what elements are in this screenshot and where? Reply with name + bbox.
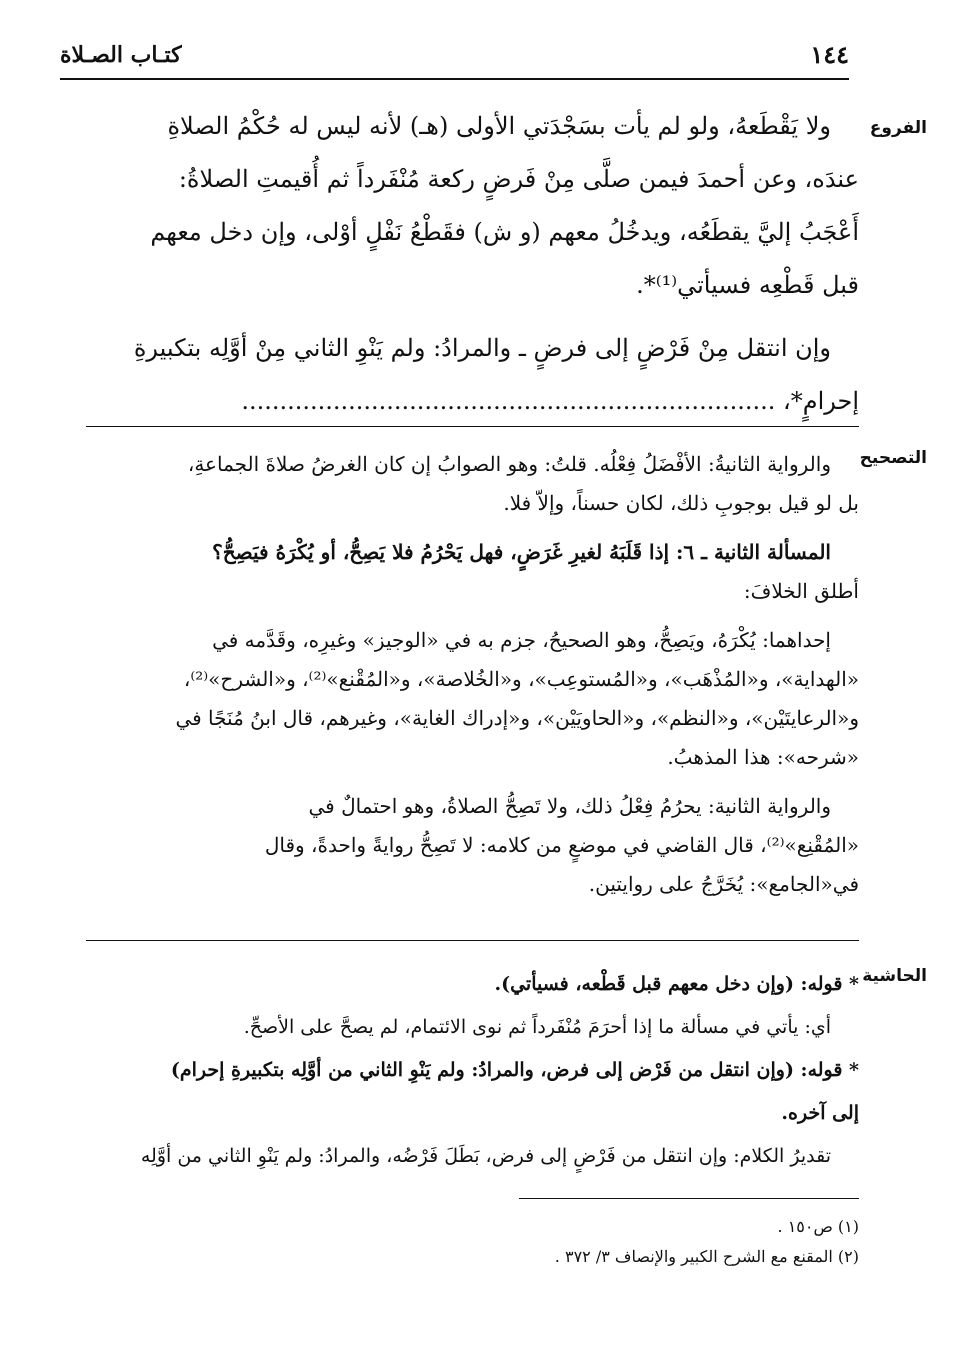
tashih-paragraph-2 <box>86 533 859 611</box>
text-line: والرواية الثانيةُ: الأفْضَلُ فِعْلُه. قلتُ: وهو الصوابُ إن كان الغرضُ صلاةَ الجماعةِ، <box>187 452 831 476</box>
text-line: «شرحه»: هذا المذهبُ. <box>667 745 859 769</box>
text-line: وإن انتقل مِنْ فَرْضٍ إلى فرضٍ ـ والمرادُ: ولم يَنْوِ الثاني مِنْ أوَّلِه بتكبيرةِ <box>133 334 831 362</box>
tashih-paragraph-3 <box>86 621 859 777</box>
footnote-divider <box>519 1198 859 1199</box>
section-label-tashih: التصحيح <box>859 448 927 468</box>
footnote: (٢) المقنع مع الشرح الكبير والإنصاف ٣/ ٣٧٢ . <box>554 1247 859 1266</box>
book-title: كتـاب الصـلاة <box>60 42 182 68</box>
text-line: إحرامٍ*، ...................................................................... <box>241 387 859 415</box>
tashih-paragraph-4 <box>86 787 859 904</box>
text-line: أطلق الخلافَ: <box>743 579 859 603</box>
text-line: «الهداية»، و«المُذْهَب»، و«المُستوعِب»، و«الخُلاصة»، و«المُقْنع»⁽²⁾، و«الشرح»⁽²⁾، <box>183 667 859 691</box>
section-label-furu: الفروع <box>869 118 927 138</box>
tashih-paragraph-1 <box>86 445 859 523</box>
text-line: و«الرعايتَيْن»، و«النظم»، و«الحاويَيْن»، و«إدراك الغاية»، وغيرهم، قال ابنُ مُنَجًا في <box>175 706 859 730</box>
text-line: في«الجامع»: يُخَرَّجُ على روايتين. <box>588 872 859 896</box>
text-line: إحداهما: يُكْرَهُ، ويَصِحُّ، وهو الصحيحُ، جزم به في «الوجيز» وغيرِه، وقَدَّمه في <box>212 628 831 652</box>
furu-paragraph-1 <box>86 100 859 312</box>
footnotes <box>86 1212 859 1272</box>
furu-section <box>86 100 859 438</box>
hashiya-explanation: تقديرُ الكلام: وإن انتقل من فَرْضٍ إلى فرض، بَطَلَ فَرْضُه، والمرادُ: ولم يَنْوِ الثاني من أوَّلِه <box>140 1145 831 1167</box>
page-number: ١٤٤ <box>810 40 849 69</box>
text-line: ولا يَقْطَعهُ، ولو لم يأت بسَجْدَتي الأولى (هـ) لأنه ليس له حُكْمُ الصلاةِ <box>167 112 831 140</box>
hashiya-explanation: أي: يأتي في مسألة ما إذا أحرَمَ مُنْفَرداً ثم نوى الائتمام، لم يصحَّ على الأصحِّ. <box>243 1016 831 1038</box>
section-divider <box>86 426 859 427</box>
section-divider <box>86 940 859 941</box>
text-line: عندَه، وعن أحمدَ فيمن صلَّى مِنْ فَرضٍ ركعة مُنْفَرداً ثم أُقيمتِ الصلاةُ: <box>178 165 859 193</box>
tashih-section <box>86 445 859 914</box>
footnote: (١) ص١٥٠ . <box>777 1217 859 1236</box>
page-header <box>60 36 849 80</box>
text-line: قبل قَطْعِه فسيأتي⁽¹⁾*. <box>636 271 859 299</box>
hashiya-quote: إلى آخره. <box>781 1102 859 1124</box>
text-line: أَعْجَبُ إليَّ يقطَعُه، ويدخُلُ معهم (و ش) فقَطْعُ نَفْلٍ أوْلى، وإن دخل معهم <box>150 218 859 246</box>
hashiya-quote: * قوله: (وإن دخل معهم قبل قَطْعه، فسيأتي). <box>494 973 859 995</box>
section-label-hashiya: الحاشية <box>862 966 927 986</box>
hashiya-section <box>86 963 859 1178</box>
text-line: «المُقْنِع»⁽²⁾، قال القاضي في موضعٍ من كلامه: لا تَصِحُّ روايةً واحدةً، وقال <box>264 833 859 857</box>
text-line: والرواية الثانية: يحرُمُ فِعْلُ ذلك، ولا تَصِحُّ الصلاةُ، وهو احتمالٌ في <box>308 794 831 818</box>
text-line: المسألة الثانية ـ ٦: إذا قَلَبَهُ لغيرِ غَرَضٍ، فهل يَحْرُمُ فلا يَصِحُّ، أو يُكْرَهُ فيَصِحُّ؟ <box>212 540 831 564</box>
hashiya-quote: * قوله: (وإن انتقل من فَرْض إلى فرض، والمرادُ: ولم يَنْوِ الثاني من أوَّلِه بتكبيرةِ إحرام) <box>170 1059 859 1081</box>
furu-paragraph-2 <box>86 322 859 428</box>
text-line: بل لو قيل بوجوبِ ذلك، لكان حسناً، وإلاّ فلا. <box>503 491 859 515</box>
